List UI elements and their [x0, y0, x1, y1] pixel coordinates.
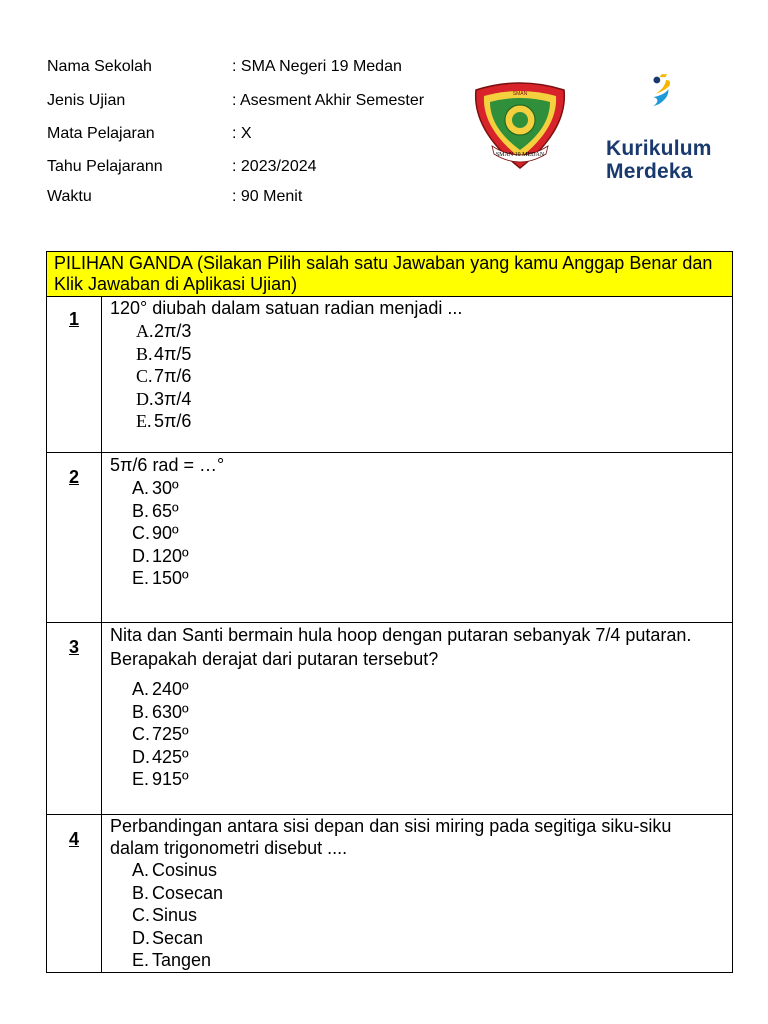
school-band-bottom: SMAN 19 MEDAN	[495, 152, 545, 158]
option-text: Secan	[152, 927, 204, 948]
option-e[interactable]	[132, 768, 724, 791]
option-list	[110, 320, 724, 433]
question-number: 3	[68, 637, 79, 657]
option-b[interactable]	[132, 701, 724, 724]
option-text: 120º	[152, 545, 189, 566]
option-letter: E.	[136, 411, 152, 431]
option-b[interactable]	[132, 500, 724, 523]
info-label: Jenis Ujian	[47, 92, 126, 109]
option-list	[110, 678, 724, 791]
question-number: 4	[68, 829, 79, 849]
section-header: PILIHAN GANDA (Silakan Pilih salah satu Jawaban yang kamu Anggap Benar dan Klik Jawaban di Aplikasi Ujian)	[47, 252, 733, 297]
option-c[interactable]	[132, 522, 724, 545]
option-e[interactable]	[136, 410, 724, 433]
option-d[interactable]	[136, 388, 724, 411]
question-text: 5π/6 rad = …°	[110, 455, 225, 475]
option-text: 7π/6	[154, 366, 192, 386]
school-band-top: SMAN	[512, 91, 528, 97]
km-line1: Kurikulum	[606, 137, 712, 160]
question-number-cell	[47, 453, 102, 623]
option-list	[110, 477, 724, 590]
option-text: 150º	[152, 568, 189, 588]
option-d[interactable]	[132, 927, 724, 950]
table-header-row	[47, 252, 733, 297]
option-text: 90º	[152, 523, 179, 543]
question-number-cell	[47, 623, 102, 815]
option-text: Tangen	[152, 950, 212, 970]
info-value: : Asesment Akhir Semester	[232, 92, 425, 109]
km-line2: Merdeka	[606, 160, 693, 183]
option-letter: E.	[132, 769, 150, 789]
option-letter: E.	[132, 950, 150, 970]
option-letter: E.	[132, 568, 150, 588]
kurikulum-merdeka-wordmark	[606, 137, 712, 183]
option-letter: A.	[132, 478, 150, 498]
option-text: Cosinus	[152, 860, 218, 880]
info-value: : X	[232, 125, 252, 142]
option-letter: C.	[136, 366, 153, 386]
info-label: Tahu Pelajarann	[47, 158, 163, 175]
info-label: Nama Sekolah	[47, 58, 152, 75]
option-d[interactable]	[132, 545, 724, 568]
question-row	[47, 297, 733, 453]
kurikulum-merdeka-logo	[605, 72, 735, 136]
option-letter: B.	[132, 701, 150, 722]
option-letter: D.	[132, 545, 150, 566]
option-letter: C.	[132, 905, 150, 925]
option-a[interactable]	[132, 477, 724, 500]
option-text: 915º	[152, 769, 189, 789]
option-e[interactable]	[132, 949, 724, 972]
question-number-cell	[47, 297, 102, 453]
question-text: 120° diubah dalam satuan radian menjadi ...	[110, 298, 463, 318]
option-letter: A.	[136, 321, 154, 341]
option-text: 65º	[152, 500, 179, 521]
option-text: 30º	[152, 478, 179, 498]
option-d[interactable]	[132, 746, 724, 769]
question-cell	[102, 815, 733, 973]
info-label: Mata Pelajaran	[47, 125, 155, 142]
option-text: 4π/5	[154, 343, 192, 364]
option-text: 3π/4	[154, 388, 192, 409]
option-c[interactable]	[132, 904, 724, 927]
question-number-cell	[47, 815, 102, 973]
option-letter: C.	[132, 724, 150, 744]
question-cell	[102, 453, 733, 623]
option-a[interactable]	[132, 678, 724, 701]
question-cell	[102, 623, 733, 815]
option-text: 725º	[152, 724, 189, 744]
option-text: 2π/3	[154, 321, 192, 341]
option-letter: B.	[132, 500, 150, 521]
question-cell	[102, 297, 733, 453]
option-e[interactable]	[132, 567, 724, 590]
option-text: 425º	[152, 746, 189, 767]
option-text: 5π/6	[154, 411, 192, 431]
option-letter: B.	[136, 343, 153, 364]
question-number: 2	[68, 467, 79, 487]
question-row	[47, 453, 733, 623]
option-letter: D.	[132, 746, 150, 767]
question-row	[47, 623, 733, 815]
option-letter: D.	[136, 388, 154, 409]
option-text: 240º	[152, 679, 189, 699]
option-a[interactable]	[132, 859, 724, 882]
option-text: Sinus	[152, 905, 198, 925]
option-letter: A.	[132, 679, 150, 699]
info-label: Waktu	[47, 188, 92, 205]
option-list	[110, 859, 724, 972]
option-c[interactable]	[136, 365, 724, 388]
option-text: 630º	[152, 701, 189, 722]
school-shield-logo	[470, 80, 570, 170]
option-text: Cosecan	[152, 882, 224, 903]
option-letter: A.	[132, 860, 150, 880]
question-text: Perbandingan antara sisi depan dan sisi miring pada segitiga siku-siku dalam trigonometri disebut ....	[110, 816, 672, 858]
option-letter: C.	[132, 523, 150, 543]
option-b[interactable]	[132, 882, 724, 905]
question-table	[46, 251, 733, 973]
option-c[interactable]	[132, 723, 724, 746]
info-value: : 90 Menit	[232, 188, 303, 205]
info-value: : SMA Negeri 19 Medan	[232, 58, 402, 75]
info-value: : 2023/2024	[232, 158, 317, 175]
option-b[interactable]	[136, 343, 724, 366]
option-letter: D.	[132, 927, 150, 948]
question-row	[47, 815, 733, 973]
question-number: 1	[68, 309, 79, 329]
question-text: Nita dan Santi bermain hula hoop dengan putaran sebanyak 7/4 putaran. Berapakah derajat dari putaran tersebut?	[110, 625, 692, 669]
option-letter: B.	[132, 882, 150, 903]
option-a[interactable]	[136, 320, 724, 343]
